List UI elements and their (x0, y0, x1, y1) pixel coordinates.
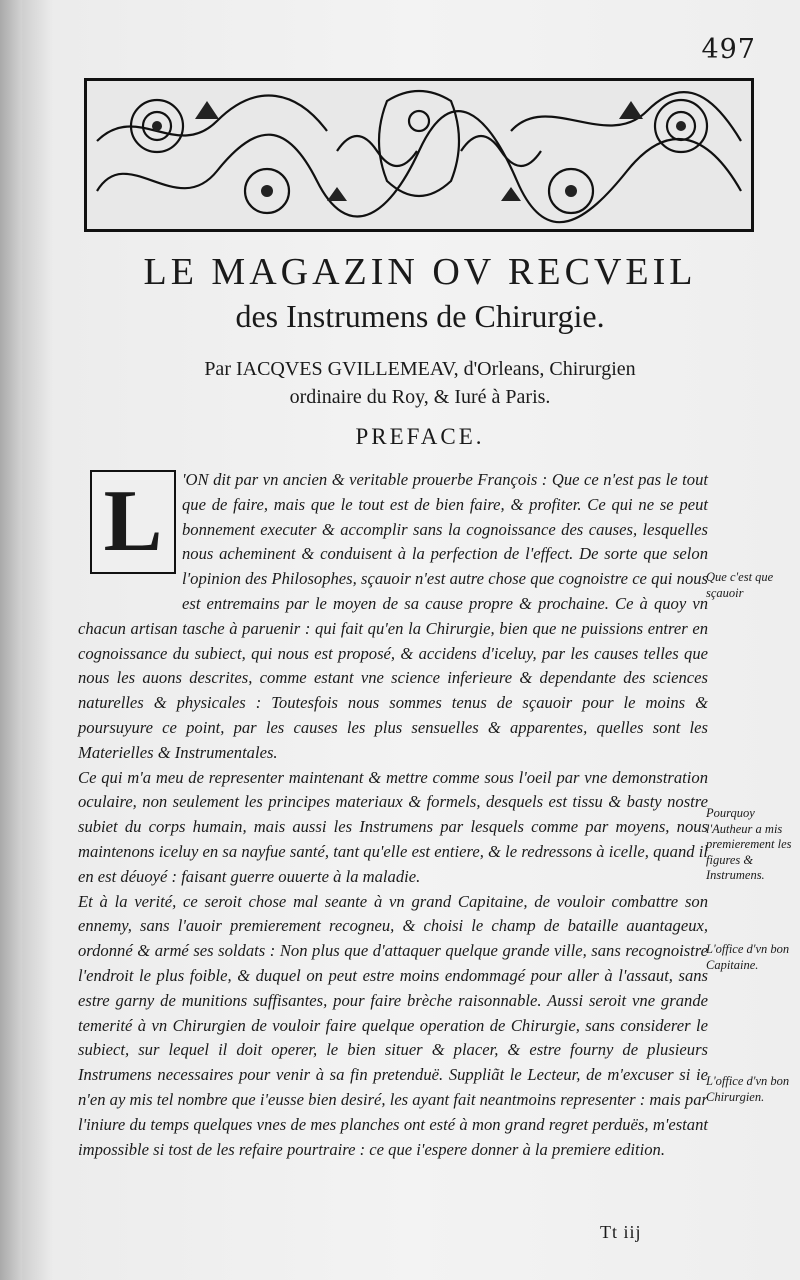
byline-line-1: Par IACQVES GVILLEMEAV, d'Orleans, Chirurgien (204, 358, 636, 380)
author-byline (120, 355, 720, 411)
margin-note-3: L'office d'vn bon Capitaine. (706, 942, 790, 972)
margin-note-2: Pourquoy l'Autheur a mis premierement les figures & Instrumens. (706, 806, 792, 882)
preface-body (78, 468, 708, 1162)
title-line-1: LE MAGAZIN OV RECVEIL (143, 251, 697, 293)
margin-note-1: Que c'est que sçauoir (706, 570, 774, 600)
drop-cap-letter: L (103, 473, 163, 570)
floral-ornament-icon (87, 81, 751, 229)
title-line-2: des Instrumens de Chirurgie. (235, 298, 605, 334)
ornamental-banner (84, 78, 754, 232)
paragraph-1: 'ON dit par vn ancien & veritable prouerbe François : Que ce n'est pas le tout que de faire, mais que le tout est de bien faire, & profiter. Ce qui ne se peut bonnement executer & accomplir sans la cognoissance des causes, lesquelles nous acheminent & conduisent à la perfection de l'effect. De sorte que selon l'opinion des Philosophes, sçauoir n'est autre chose que cognoistre ce qui nous est entremains par le moyen de sa cause propre & prochaine. Ce à quoy vn chacun artisan tasche à paruenir : qui fait qu'en la Chirurgie, bien que ne puissions entrer en cognoissance du subiect, qui nous est proposé, & accidens d'iceluy, par les causes telles que nous les auons descrites, comme estant vne science inferieure & dependante des sciences naturelles & physicales : Toutesfois nous sommes tenus de sçauoir pour le moins & poursuyure ce point, par les causes les plus sensuelles & apparentes, quelles sont les Materielles & Instrumentales. (78, 470, 708, 762)
paragraph-2: Ce qui m'a meu de representer maintenant & mettre comme sous l'oeil par vne demonstration oculaire, non seulement les principes materiaux & formels, desquels est tissu & basty nostre subiet du corps humain, mais aussi les Instrumens par lesquels comme par moyens, nous maintenons iceluy en sa nayfue santé, tant qu'elle est entiere, & le redressons à icelle, quand il en est déuoyé : faisant guerre ouuerte à la maladie. (78, 767, 708, 886)
drop-cap-space (78, 468, 182, 592)
margin-note-4: L'office d'vn bon Chirurgien. (706, 1074, 790, 1104)
page-number: 497 (701, 34, 756, 65)
paragraph-3: Et à la verité, ce seroit chose mal seante à vn grand Capitaine, de vouloir combattre son ennemy, sans l'auoir premierement recogneu, & choisi le champ de bataille auantageux, ordonné & armé ses soldats : Non plus que d'attaquer quelque grande ville, sans recognoistre l'endroit le plus foible, & duquel on peut estre moins endommagé pour aller à l'assaut, sans estre garny de munitions suffisantes, pour faire brèche raisonnable. Aussi seroit vne grande temerité à vn Chirurgien de vouloir faire quelque operation de Chirurgie, sans considerer le subiect, sur lequel il doit operer, le bien situer & placer, & estre fourny de plusieurs Instrumens necessaires pour venir à sa fin pretenduë. Suppliãt le Lecteur, de m'excuser si ie n'en ay mis tel nombre que i'eusse bien desiré, les ayant fait neantmoins representer : mais par l'iniure du temps quelques vnes de mes planches ont esté à mon grand regret perduës, m'estant impossible si tost de les refaire pourtraire : ce que i'espere donner à la premiere edition. (78, 891, 708, 1159)
signature-mark: Tt iij (600, 1222, 642, 1242)
page-gutter (0, 0, 22, 1280)
section-heading: PREFACE. (355, 424, 485, 449)
byline-line-2: ordinaire du Roy, & Iuré à Paris. (289, 386, 551, 408)
